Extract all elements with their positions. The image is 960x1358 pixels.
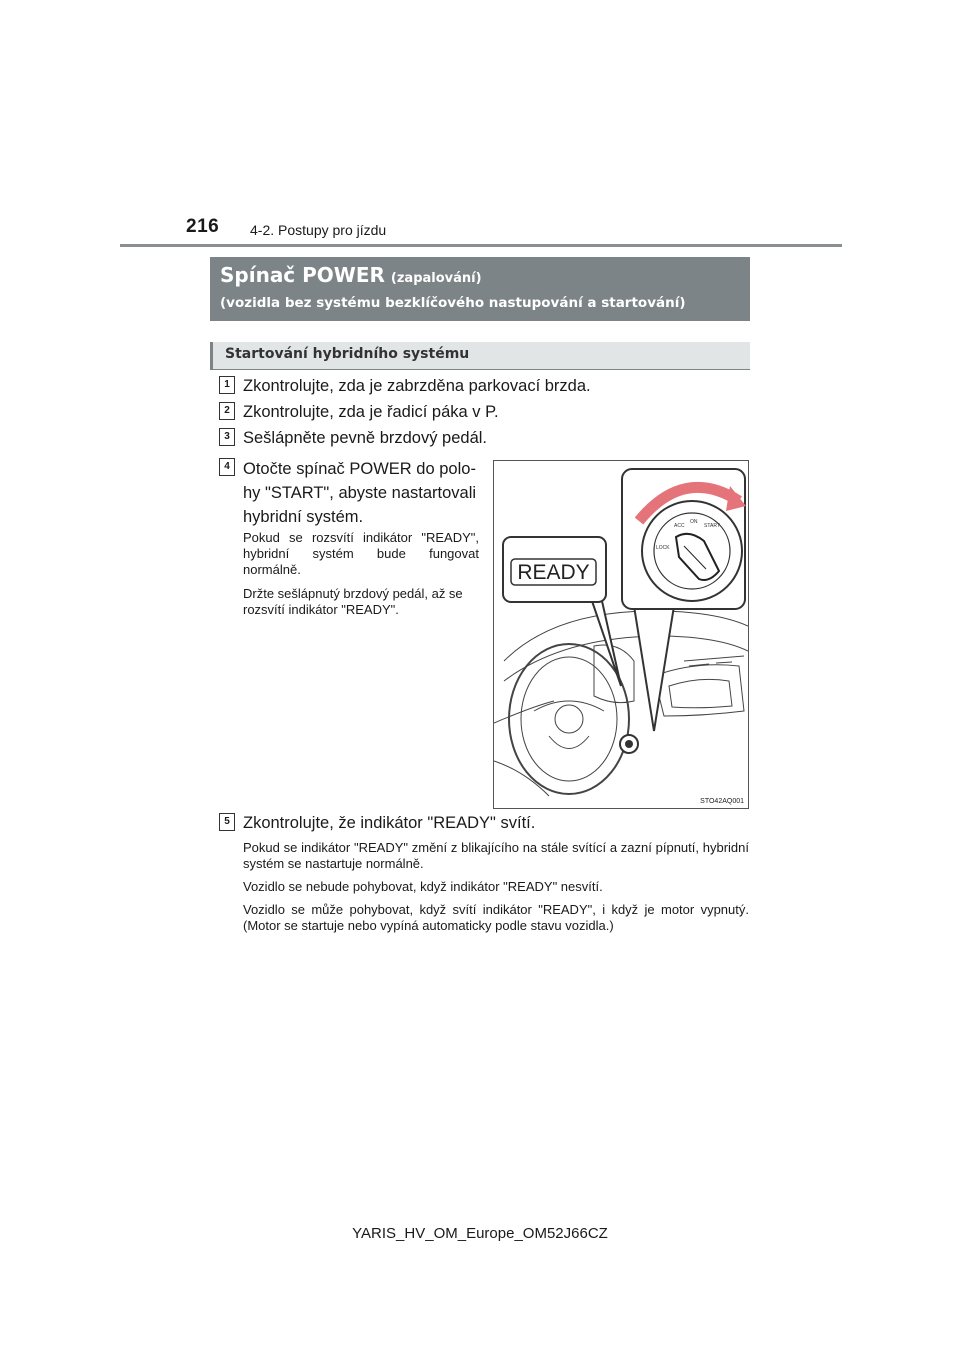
switch-label-lock: LOCK xyxy=(656,545,670,551)
title-box xyxy=(210,257,750,321)
title-suffix: (zapalování) xyxy=(390,271,482,286)
step-text-5: Zkontrolujte, že indikátor "READY" svítí. xyxy=(243,814,536,832)
step-5-note-2: Vozidlo se nebude pohybovat, když indikátor "READY" nesvítí. xyxy=(243,879,603,894)
step-number-1: 1 xyxy=(219,376,235,394)
document-code-footer: YARIS_HV_OM_Europe_OM52J66CZ xyxy=(352,1225,608,1242)
ready-indicator-label: READY xyxy=(517,561,590,584)
switch-label-start: START xyxy=(704,523,720,529)
page-number: 216 xyxy=(186,216,220,237)
step-number-2: 2 xyxy=(219,402,235,420)
dashboard-illustration xyxy=(494,461,748,808)
page-title xyxy=(220,263,482,287)
figure-code: STO42AQ001 xyxy=(700,798,744,805)
subheading-divider xyxy=(210,369,750,370)
step-4-line-2: hy "START", abyste nastartovali xyxy=(243,484,477,502)
title-main-text: Spínač POWER xyxy=(220,263,385,287)
illustration-power-switch xyxy=(493,460,749,809)
subheading-box xyxy=(210,342,750,369)
header-divider xyxy=(120,244,842,247)
step-text-3: Sešlápněte pevně brzdový pedál. xyxy=(243,429,488,447)
step-text-1: Zkontrolujte, zda je zabrzděna parkovací brzda. xyxy=(243,377,591,395)
switch-label-acc: ACC xyxy=(674,523,685,529)
step-5-note-1: Pokud se indikátor "READY" změní z blikajícího na stále svítící a zazní pípnutí, hybridní systém se nastartuje normálně. xyxy=(243,840,749,871)
subheading: Startování hybridního systému xyxy=(225,346,470,362)
step-4-note-2: Držte sešlápnutý brzdový pedál, až se rozsvítí indikátor "READY". xyxy=(243,586,463,617)
section-title: 4-2. Postupy pro jízdu xyxy=(250,222,387,238)
step-text-4 xyxy=(243,457,483,529)
page-subtitle: (vozidla bez systému bezklíčového nastupování a startování) xyxy=(220,295,686,311)
step-number-4: 4 xyxy=(219,458,235,476)
step-text-2: Zkontrolujte, zda je řadicí páka v P. xyxy=(243,403,499,421)
switch-label-on: ON xyxy=(690,519,698,525)
step-4-line-3: hybridní systém. xyxy=(243,508,364,526)
step-5-note-3: Vozidlo se může pohybovat, když svítí indikátor "READY", i když je motor vypnutý. (Motor se startuje nebo vypíná automaticky podle stavu vozidla.) xyxy=(243,902,749,933)
step-4-note-1: Pokud se rozsvítí indikátor "READY", hybridní systém bude fungovat normálně. xyxy=(243,530,479,577)
step-number-5: 5 xyxy=(219,813,235,831)
step-4-line-1: Otočte spínač POWER do polo- xyxy=(243,460,476,478)
step-number-3: 3 xyxy=(219,428,235,446)
